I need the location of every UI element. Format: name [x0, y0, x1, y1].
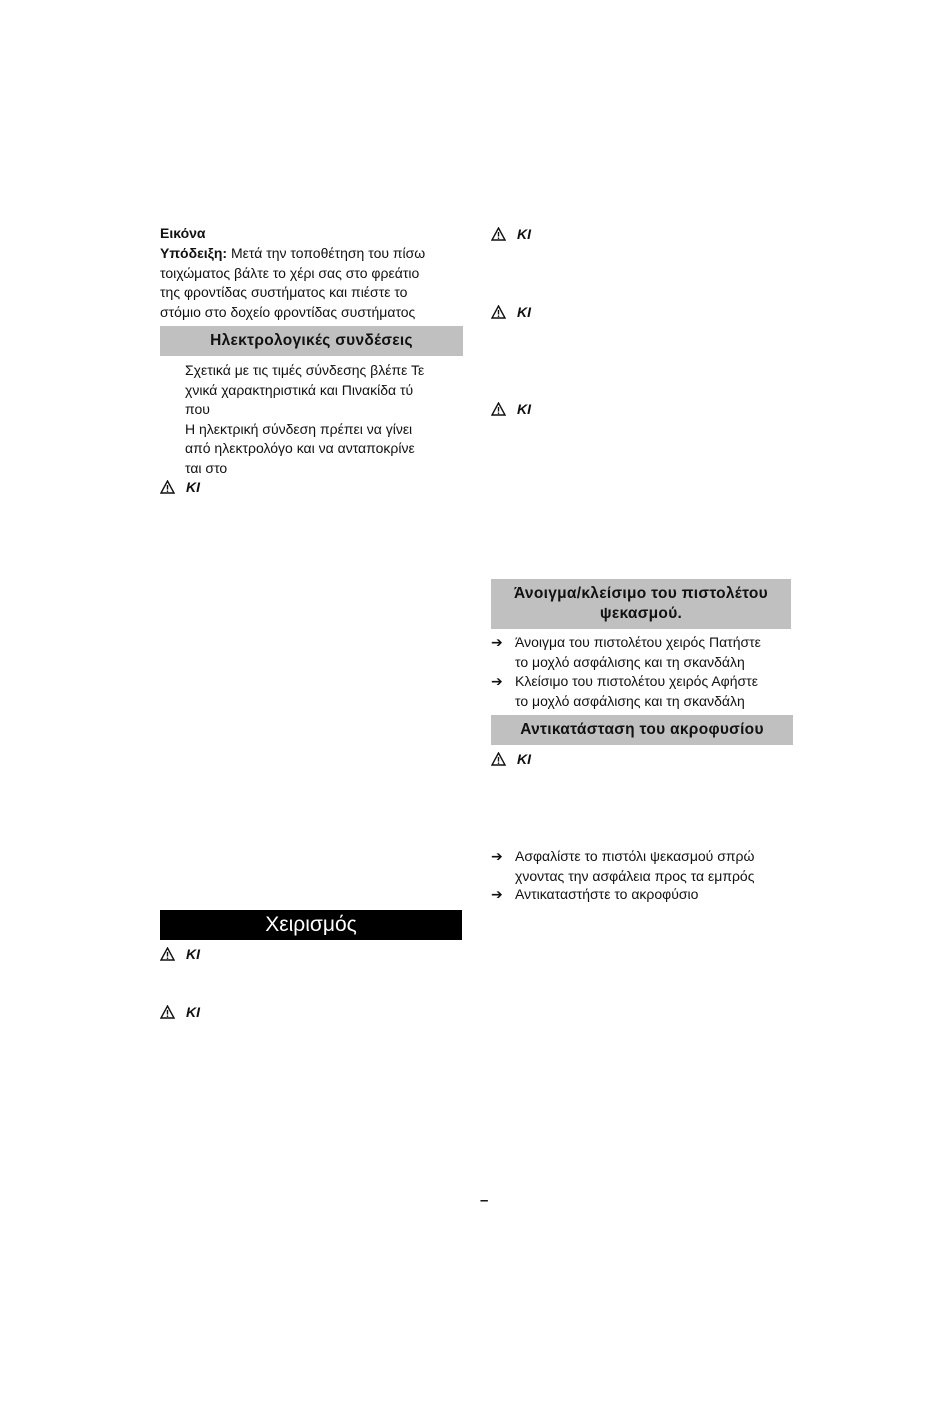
electrical-connections-header: Ηλεκτρολογικές συνδέσεις — [160, 326, 463, 356]
note-line-1: Μετά την τοποθέτηση του πίσω — [227, 245, 426, 261]
nozzle-replacement-header: Αντικατάσταση του ακροφυσίου — [491, 715, 793, 745]
bullet-line: Κλείσιμο του πιστολέτου χειρός Αφήστε — [515, 673, 758, 689]
note-line-4: στόμιο στο δοχείο φροντίδας συστήματος — [160, 303, 416, 320]
bullet-line: Αντικαταστήστε το ακροφύσιο — [515, 886, 699, 902]
spray-gun-header — [491, 579, 791, 629]
warning-label: ΚΙ — [517, 401, 531, 417]
elec-line: χνικά χαρακτηριστικά και Πινακίδα τύ — [185, 381, 414, 398]
elec-line: από ηλεκτρολόγο και να ανταποκρίνε — [185, 440, 415, 456]
bullet-line: το μοχλό ασφάλισης και τη σκανδάλη — [515, 692, 745, 709]
warning-triangle-icon — [491, 305, 506, 319]
warning-triangle-icon — [491, 402, 506, 416]
note-label: Υπόδειξη: — [160, 245, 228, 261]
warning-notice — [160, 478, 200, 496]
warning-triangle-icon — [160, 1005, 175, 1019]
warning-notice — [160, 1003, 200, 1021]
warning-notice — [491, 303, 531, 321]
warning-label: ΚΙ — [517, 304, 531, 320]
warning-label: ΚΙ — [517, 226, 531, 242]
warning-triangle-icon — [491, 227, 506, 241]
figure-label: Εικόνα — [160, 225, 206, 241]
elec-line: Η ηλεκτρική σύνδεση πρέπει να γίνει — [185, 420, 413, 437]
elec-line: ται στο — [185, 459, 228, 476]
spray-gun-header-line-1: Άνοιγμα/κλείσιμο του πιστολέτου — [514, 585, 768, 602]
arrow-right-icon: ➔ — [491, 848, 503, 864]
note-line-2: τοιχώματος βάλτε το χέρι σας στο φρεάτιο — [160, 264, 420, 281]
warning-label: ΚΙ — [186, 479, 200, 495]
warning-notice — [491, 750, 531, 768]
warning-label: ΚΙ — [186, 1004, 200, 1020]
note-line-3: της φροντίδας συστήματος και πιέστε το — [160, 284, 408, 300]
warning-notice — [160, 945, 200, 963]
bullet-line: το μοχλό ασφάλισης και τη σκανδάλη — [515, 653, 745, 670]
warning-triangle-icon — [491, 752, 506, 766]
elec-line: που — [185, 401, 210, 417]
spray-gun-header-line-2: ψεκασμού. — [599, 605, 683, 622]
warning-notice — [491, 225, 531, 243]
operation-header: Χειρισμός — [160, 910, 462, 940]
bullet-line: χνοντας την ασφάλεια προς τα εμπρός — [515, 867, 755, 884]
warning-label: ΚΙ — [186, 946, 200, 962]
warning-triangle-icon — [160, 480, 175, 494]
arrow-right-icon: ➔ — [491, 886, 503, 902]
electrical-text — [185, 361, 424, 478]
arrow-right-icon: ➔ — [491, 634, 503, 650]
warning-triangle-icon — [160, 947, 175, 961]
elec-line: Σχετικά με τις τιμές σύνδεσης βλέπε Τε — [185, 362, 425, 378]
bullet-line: Ασφαλίστε το πιστόλι ψεκασμού σπρώ — [515, 848, 755, 864]
note-paragraph — [160, 244, 425, 322]
warning-notice — [491, 400, 531, 418]
page-number-dash: – — [480, 1192, 489, 1209]
warning-label: ΚΙ — [517, 751, 531, 767]
arrow-right-icon: ➔ — [491, 673, 503, 689]
bullet-line: Άνοιγμα του πιστολέτου χειρός Πατήστε — [515, 634, 761, 650]
